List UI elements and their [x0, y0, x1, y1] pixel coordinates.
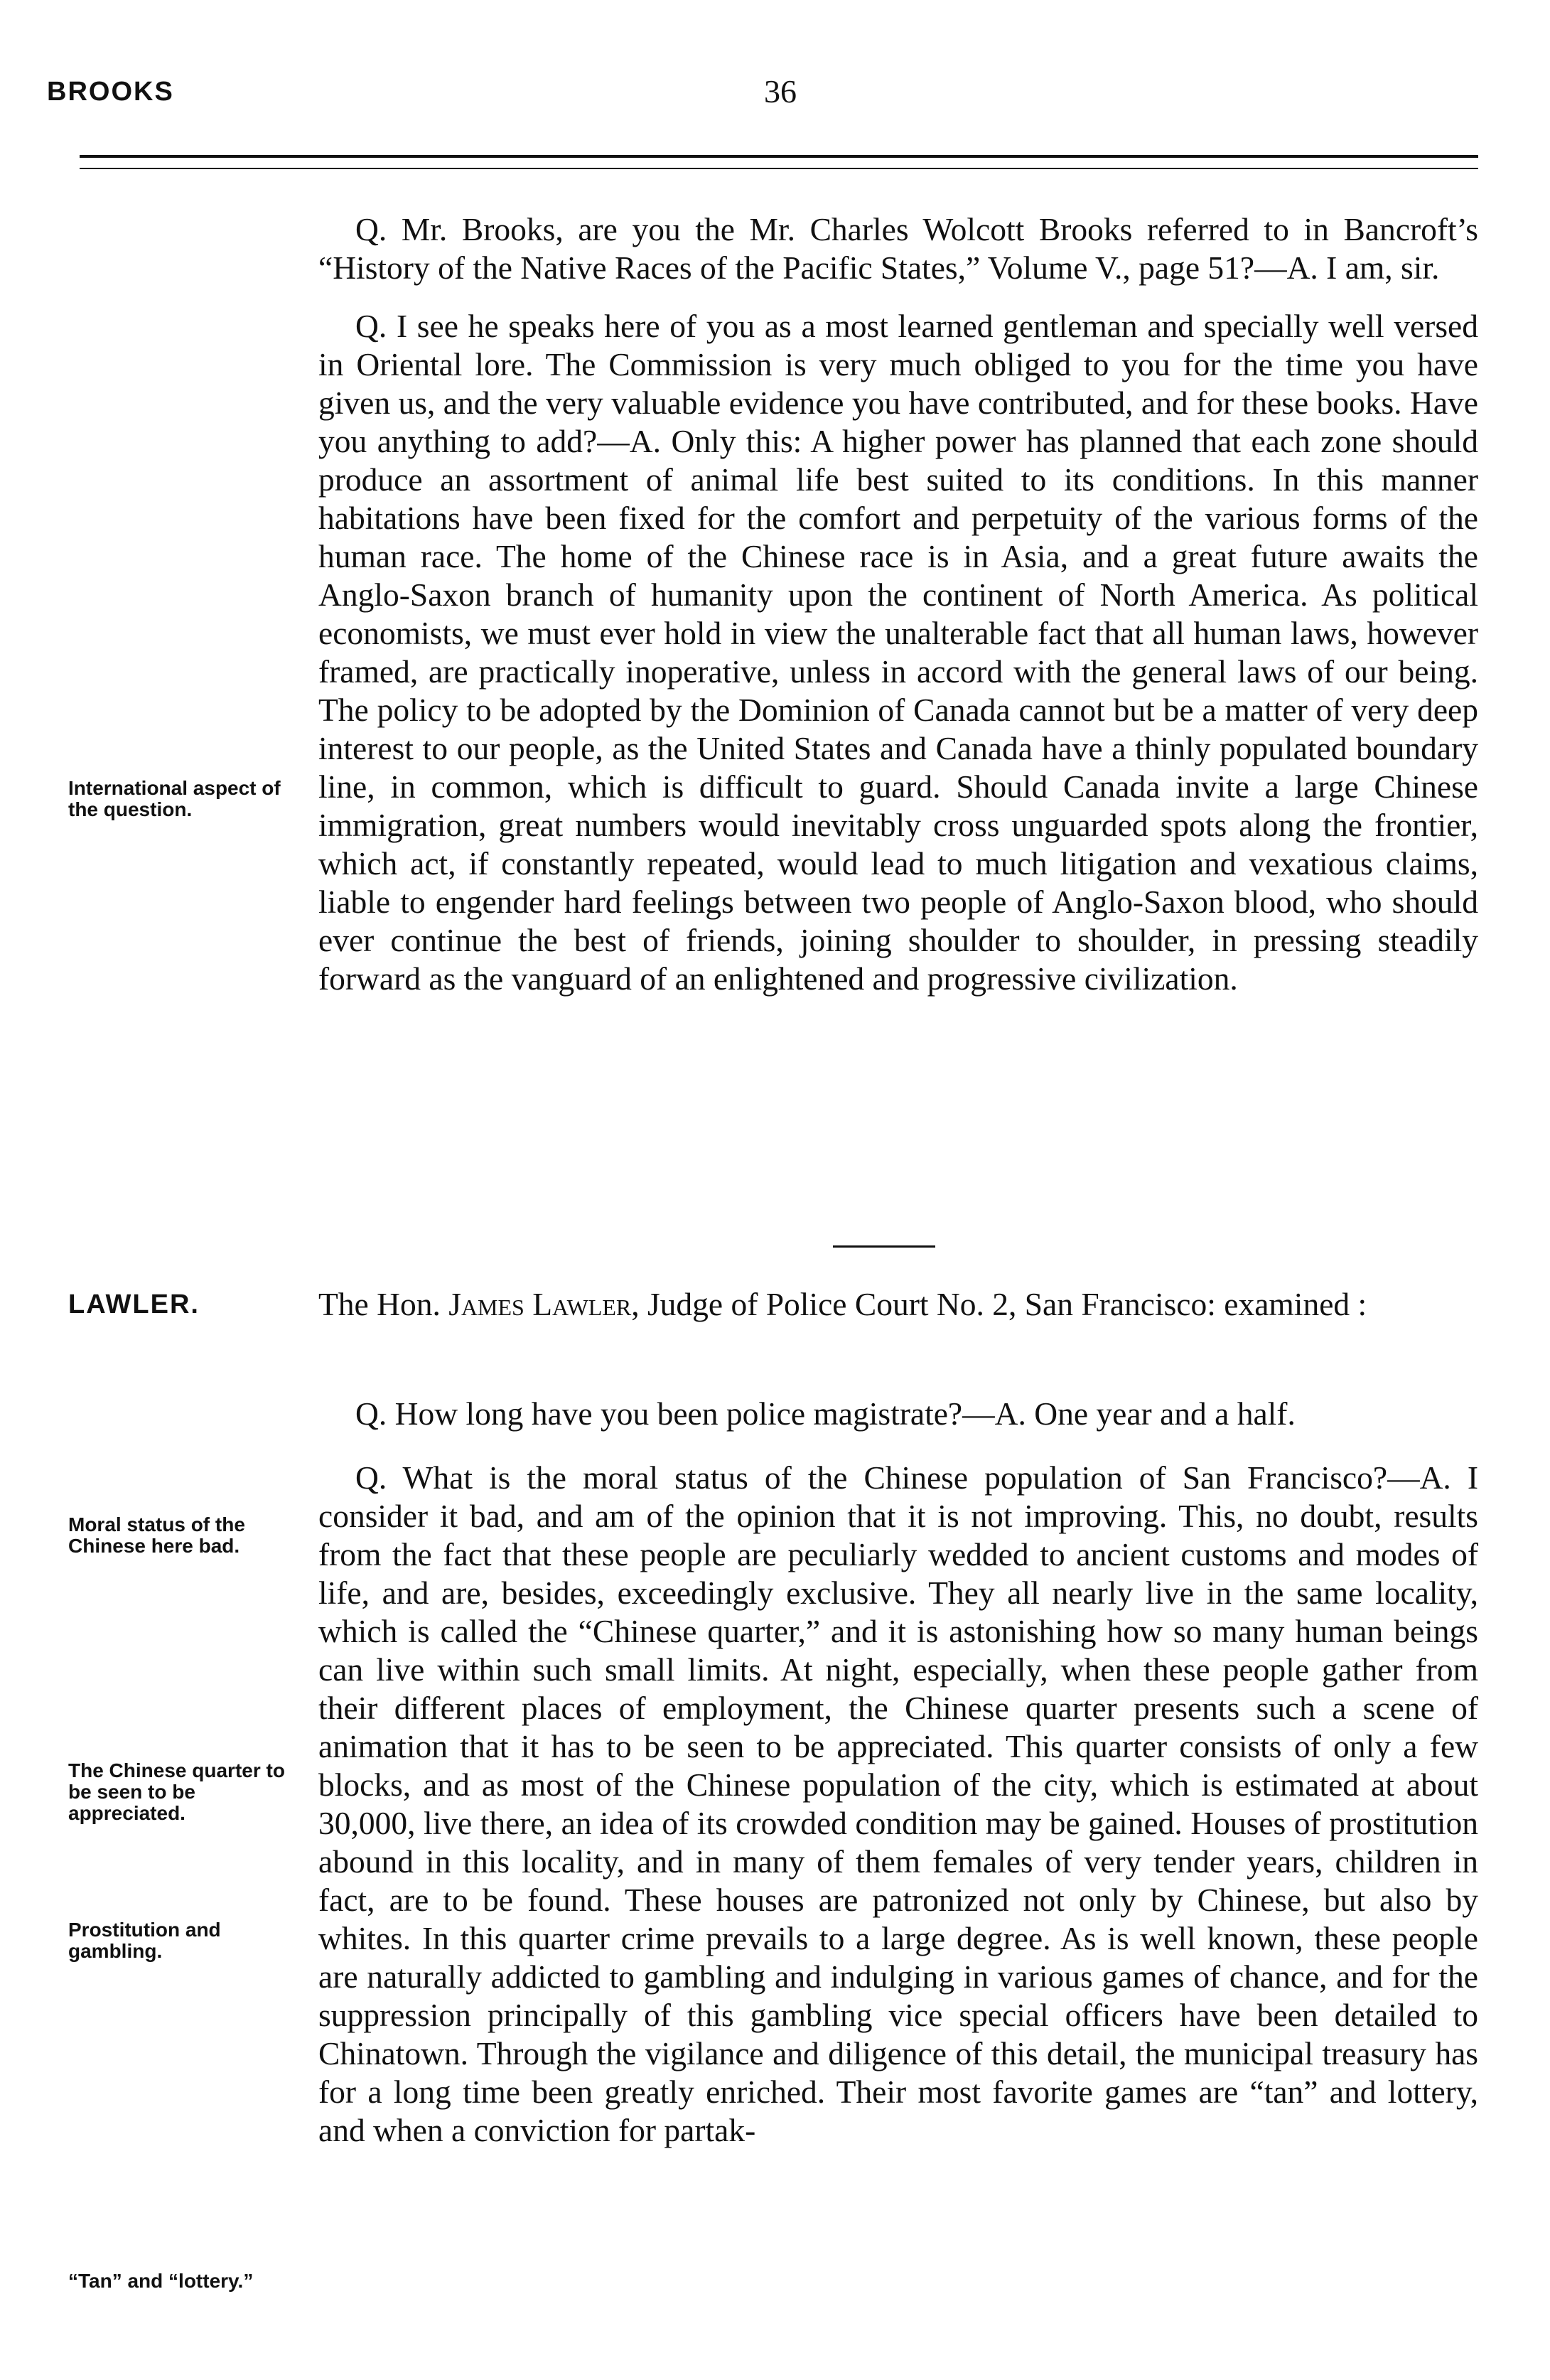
lawler-intro-line [318, 1285, 1478, 1324]
lawler-question-2: Q. What is the moral status of the Chinese population of San Francisco?—A. I consider it bad, and am of the opinion that it is not improving. This, no doubt, results from the fact that these people are peculiarly wedded to ancient customs and modes of life, and are, besides, exceedingly exclusive. They all nearly live in the same locality, which is called the “Chinese quarter,” and it is astonishing how so many human beings can live within such small limits. At night, especially, when these people gather from their different places of employment, the Chinese quarter presents such a scene of animation that it has to be seen to be appreciated. This quarter consists of only a few blocks, and as most of the Chinese population of the city, which is estimated at about 30,000, live there, an idea of its crowded condition may be gained. Houses of prostitution abound in this locality, and in many of them females of very tender years, children in fact, are to be found. These houses are patronized not only by Chinese, but also by whites. In this quarter crime prevails to a large degree. As is well known, these people are naturally addicted to gambling and indulging in various games of chance, and for the suppression principally of this gambling vice special officers have been detailed to Chinatown. Through the vigilance and diligence of this detail, the municipal treasury has for a long time been greatly enriched. Their most favorite games are “tan” and lottery, and when a conviction for partak- [318, 1459, 1478, 2148]
running-head: BROOKS [47, 77, 174, 107]
sidenote-tan-lottery: “Tan” and “lottery.” [68, 2270, 254, 2292]
sidenote-moral-status: Moral status of the Chinese here bad. [68, 1513, 245, 1557]
header-rule-thick [80, 155, 1478, 158]
sidenote-prostitution: Prostitution and gambling. [68, 1919, 221, 1962]
brooks-testimony [318, 210, 1478, 998]
page-number: 36 [764, 73, 797, 109]
witness-name: James Lawler, [448, 1286, 640, 1322]
sidenote-international: International aspect of the question. [68, 777, 281, 820]
lawler-testimony [318, 1395, 1478, 2150]
sidenote-chinese-quarter: The Chinese quarter to be seen to be appreciated. [68, 1759, 285, 1824]
lawler-question-1: Q. How long have you been police magistrate?—A. One year and a half. [355, 1395, 1296, 1432]
section-divider [833, 1245, 935, 1248]
lawler-intro [318, 1285, 1478, 1324]
brooks-question-1: Q. Mr. Brooks, are you the Mr. Charles Wolcott Brooks referred to in Bancroft’s “History of the Native Races of the Pacific States,” Volume V., page 51?—A. I am, sir. [318, 211, 1478, 286]
intro-prefix: The Hon. [318, 1286, 441, 1322]
header-rule-thin [80, 168, 1478, 169]
intro-suffix: Judge of Police Court No. 2, San Francisco: examined : [647, 1286, 1367, 1322]
brooks-question-2: Q. I see he speaks here of you as a most learned gentleman and specially well versed in Oriental lore. The Commission is very much obliged to you for the time you have given us, and the very valuable evidence you have contributed, and for these books. Have you anything to add?—A. Only this: A higher power has planned that each zone should produce an assortment of animal life best suited to its conditions. In this manner habitations have been fixed for the comfort and perpetuity of the various forms of the human race. The home of the Chinese race is in Asia, and a great future awaits the Anglo-Saxon branch of humanity upon the continent of North America. As political economists, we must ever hold in view the unalterable fact that all human laws, however framed, are practically inoperative, unless in accord with the general laws of our being. The policy to be adopted by the Dominion of Canada cannot but be a matter of very deep interest to our people, as the United States and Canada have a thinly populated boundary line, in common, which is difficult to guard. Should Canada invite a large Chinese immigration, great numbers would inevitably cross unguarded spots along the frontier, which act, if constantly repeated, would lead to much litigation and vexatious claims, liable to engender hard feelings between two people of Anglo-Saxon blood, who should ever continue the best of friends, joining shoulder to shoulder, in pressing steadily forward as the vanguard of an enlightened and progressive civilization. [318, 308, 1478, 997]
lawler-section-label: LAWLER. [68, 1290, 200, 1319]
